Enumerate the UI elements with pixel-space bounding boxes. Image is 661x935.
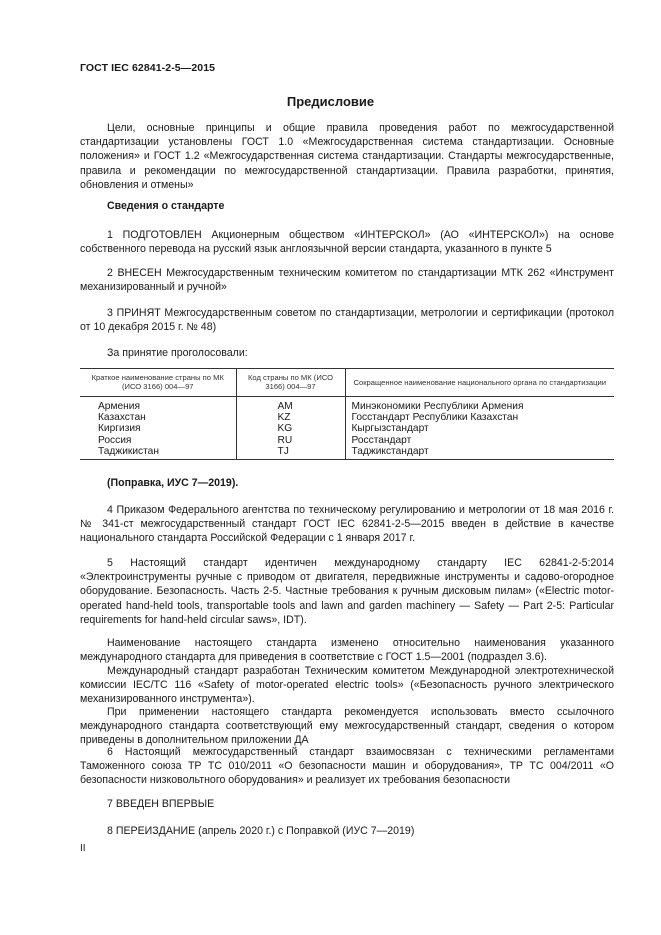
standards-body-cell: Кыргызстандарт <box>345 423 614 434</box>
country-name-cell: Казахстан <box>98 412 146 424</box>
item-2-paragraph: 2 ВНЕСЕН Межгосударственным техническим комитетом по стандартизации МТК 262 «Инструмент механизированный и ручной» <box>80 267 614 294</box>
standards-body-cell: Росстандарт <box>345 435 614 446</box>
item-8-paragraph: 8 ПЕРЕИЗДАНИЕ (апрель 2020 г.) с Поправкой (ИУС 7—2019) <box>107 825 415 837</box>
country-name-cell: Россия <box>98 434 132 446</box>
standards-body-cell: Таджикстандарт <box>345 446 614 460</box>
table-row <box>80 396 614 412</box>
country-code-cell: TJ <box>236 446 345 460</box>
amendment-note: (Поправка, ИУС 7—2019). <box>107 477 239 489</box>
item-3-paragraph: 3 ПРИНЯТ Межгосударственным советом по стандартизации, метрологии и сертификации (протокол от 10 декабря 2015 г. № 48) <box>80 307 614 334</box>
header-standards-body: Сокращенное наименование национального органа по стандартизации <box>345 369 614 397</box>
table-row <box>80 412 614 423</box>
country-name-cell: Армения <box>98 400 140 412</box>
intro-paragraph: Цели, основные принципы и общие правила проведения работ по межгосударственной стандартизации установлены ГОСТ 1.0 «Межгосударственная система стандартизации. Основные положения» и ГОСТ 1.2 «Межгосударственная система стандартизации. Стандарты межгосударственные, правила и рекомендации по межгосударственной стандартизации. Правила разработки, принятия, обновления и отмены» <box>80 122 614 191</box>
item-5-title-change: Наименование настоящего стандарта изменено относительно наименования указанного международного стандарта для приведения в соответствие с ГОСТ 1.5—2001 (подраздел 3.6). <box>80 637 614 664</box>
item-5-developer: Международный стандарт разработан Техническим комитетом Международной электротехнической комиссии IEC/TC 116 «Safety of motor-operated electric tools» («Безопасность ручного электрического механизированного инструмента»). <box>80 665 614 706</box>
page-number: II <box>80 843 86 854</box>
header-country-code: Код страны по МК (ИСО 3166) 004—97 <box>236 369 345 397</box>
document-code-header: ГОСТ IEC 62841-2-5—2015 <box>80 62 216 74</box>
voting-table-header-row <box>80 369 614 397</box>
item-7-paragraph: 7 ВВЕДЕН ВПЕРВЫЕ <box>107 798 215 810</box>
item-4-paragraph: 4 Приказом Федерального агентства по техническому регулированию и метрологии от 18 мая 2016 г. № 341-ст межгосударственный стандарт ГОСТ IEC 62841-2-5—2015 введен в действие в качестве национального стандарта Российской Федерации с 1 января 2017 г. <box>80 504 614 545</box>
item-6-paragraph: 6 Настоящий межгосударственный стандарт взаимосвязан с техническими регламентами Таможенного союза ТР ТС 010/2011 «О безопасности машин и оборудования», ТР ТС 004/2011 «О безопасности низковольтного оборудования» и реализует их требования безопасности <box>80 746 614 787</box>
country-code-cell: KZ <box>236 412 345 423</box>
item-1-paragraph: 1 ПОДГОТОВЛЕН Акционерным обществом «ИНТЕРСКОЛ» (АО «ИНТЕРСКОЛ») на основе собственного перевода на русский язык англоязычной версии стандарта, указанного в пункте 5 <box>80 229 614 256</box>
country-name-cell: Таджикистан <box>80 446 236 460</box>
item-5-paragraph: 5 Настоящий стандарт идентичен международному стандарту IEC 62841-2-5:2014 «Электроинструменты ручные с приводом от двигателя, передвижные инструменты и садово-огородное оборудование. Безопасность. Часть 2-5. Частные требования к ручным дисковым пилам» («Electric motor-operated hand-held tools, transportable tools and lawn and garden machinery — Safety — Part 2-5: Particular requirements for hand-held circular saws», IDT). <box>80 557 614 626</box>
voted-label: За принятие проголосовали: <box>107 347 248 359</box>
page-title: Предисловие <box>286 94 375 109</box>
item-5-reference-usage: При применении настоящего стандарта рекомендуется использовать вместо ссылочного международного стандарта соответствующий ему межгосударственный стандарт, сведения о котором приведены в дополнительном приложении ДА <box>80 706 614 747</box>
voting-table <box>80 368 614 460</box>
country-code-cell: KG <box>236 423 345 434</box>
country-code-cell: AM <box>236 396 345 412</box>
standards-body-cell: Минэкономики Республики Армения <box>345 396 614 412</box>
standards-body-cell: Госстандарт Республики Казахстан <box>345 412 614 423</box>
country-name-cell: Киргизия <box>98 423 141 435</box>
table-row <box>80 423 614 434</box>
country-code-cell: RU <box>236 435 345 446</box>
table-row <box>80 446 614 460</box>
table-row <box>80 435 614 446</box>
section-title: Сведения о стандарте <box>107 200 225 212</box>
header-country-name: Краткое наименование страны по МК (ИСО 3166) 004—97 <box>80 369 236 397</box>
